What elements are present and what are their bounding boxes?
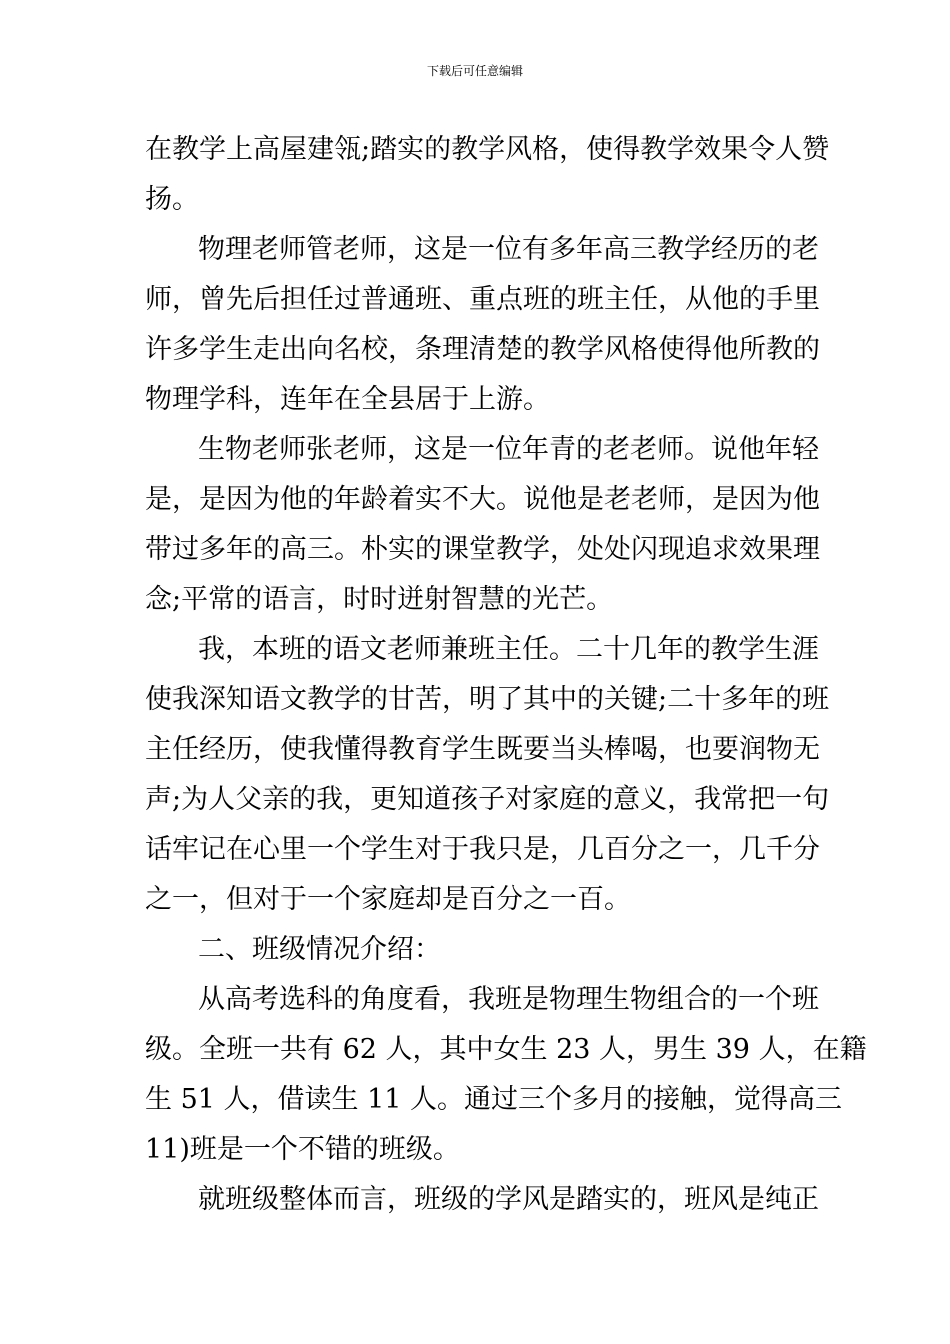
line-text: 主任经历，使我懂得教育学生既要当头棒喝，也要润物无 <box>145 734 820 765</box>
text-line <box>145 1025 867 1075</box>
text-line <box>145 625 819 675</box>
line-text: 二、班级情况介绍： <box>198 934 441 965</box>
line-text: 物理老师管老师，这是一位有多年高三教学经历的老 <box>198 234 819 265</box>
line-text: 11)班是一个不错的班级。 <box>145 1134 460 1165</box>
text-line <box>145 925 809 975</box>
line-text: 是，是因为他的年龄着实不大。说他是老老师，是因为他 <box>145 484 820 515</box>
text-line <box>145 825 820 875</box>
line-text: 扬。 <box>145 184 199 215</box>
text-line <box>145 375 809 425</box>
line-text: 师，曾先后担任过普通班、重点班的班主任，从他的手里 <box>145 284 820 315</box>
line-text: 话牢记在心里一个学生对于我只是，几百分之一，几千分 <box>145 834 820 865</box>
text-line <box>145 175 809 225</box>
line-text: 许多学生走出向名校，条理清楚的教学风格使得他所教的 <box>145 334 820 365</box>
text-line <box>145 1075 843 1125</box>
text-line <box>145 275 820 325</box>
text-line <box>145 325 820 375</box>
line-text: 物理学科，连年在全县居于上游。 <box>145 384 550 415</box>
text-line <box>145 125 830 175</box>
line-text: 就班级整体而言，班级的学风是踏实的，班风是纯正 <box>198 1184 819 1215</box>
line-text: 生物老师张老师，这是一位年青的老老师。说他年轻 <box>198 434 819 465</box>
line-text: 带过多年的高三。朴实的课堂教学，处处闪现追求效果理 <box>145 534 820 565</box>
text-line <box>145 525 820 575</box>
text-line <box>145 875 809 925</box>
text-line <box>145 975 819 1025</box>
page-header: 下载后可任意编辑 <box>426 64 523 78</box>
text-line <box>145 675 830 725</box>
text-line <box>145 425 819 475</box>
line-text: 使我深知语文教学的甘苦，明了其中的关键;二十多年的班 <box>145 684 830 715</box>
line-text: 级。全班一共有 62 人，其中女生 23 人，男生 39 人，在籍 <box>145 1034 867 1065</box>
text-line <box>145 775 830 825</box>
text-line <box>145 225 819 275</box>
document-body <box>145 125 867 1225</box>
text-line <box>145 475 820 525</box>
line-text: 我，本班的语文老师兼班主任。二十几年的教学生涯 <box>198 634 819 665</box>
line-text: 声;为人父亲的我，更知道孩子对家庭的意义，我常把一句 <box>145 784 830 815</box>
line-text: 之一，但对于一个家庭却是百分之一百。 <box>145 884 631 915</box>
line-text: 生 51 人，借读生 11 人。通过三个多月的接触，觉得高三 <box>145 1084 843 1115</box>
line-text: 在教学上高屋建瓴;踏实的教学风格，使得教学效果令人赞 <box>145 134 830 165</box>
line-text: 念;平常的语言，时时迸射智慧的光芒。 <box>145 584 614 615</box>
text-line <box>145 1175 819 1225</box>
text-line <box>145 575 809 625</box>
text-line <box>145 1125 809 1175</box>
text-line <box>145 725 820 775</box>
line-text: 从高考选科的角度看，我班是物理生物组合的一个班 <box>198 984 819 1015</box>
